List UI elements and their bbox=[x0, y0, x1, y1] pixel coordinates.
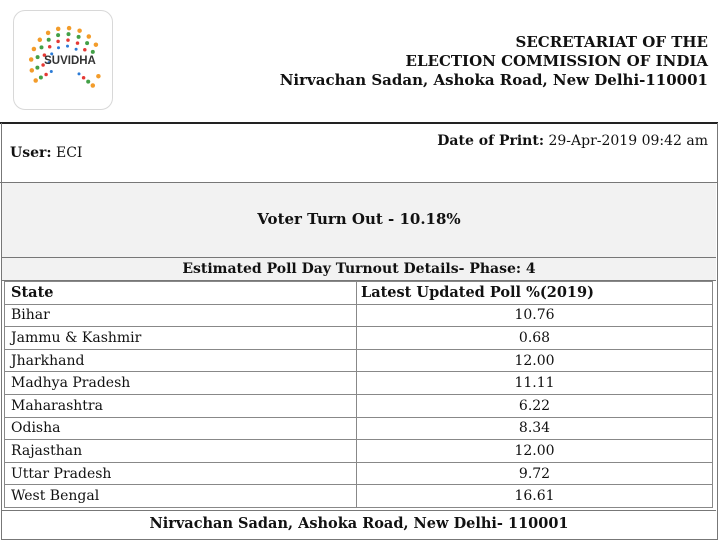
table-row bbox=[5, 440, 713, 463]
logo-dot bbox=[96, 74, 101, 79]
user-value: ECI bbox=[56, 145, 83, 161]
logo-dot bbox=[38, 38, 43, 43]
logo-dot bbox=[48, 45, 52, 49]
logo-dot bbox=[91, 50, 95, 54]
state-cell: Jammu & Kashmir bbox=[5, 327, 357, 350]
logo-dot bbox=[46, 31, 51, 36]
logo-dot bbox=[57, 46, 60, 49]
footer-address: Nirvachan Sadan, Ashoka Road, New Delhi- 110001 bbox=[2, 510, 716, 537]
logo-dot bbox=[77, 28, 82, 33]
logo-dot bbox=[36, 55, 40, 59]
state-cell: Madhya Pradesh bbox=[5, 372, 357, 395]
logo-dot bbox=[29, 57, 34, 62]
logo-dot bbox=[87, 34, 92, 39]
state-cell: Jharkhand bbox=[5, 349, 357, 372]
logo-dot bbox=[78, 72, 81, 75]
user-info bbox=[10, 145, 82, 161]
logo-dot bbox=[67, 26, 72, 31]
voter-turnout: Voter Turn Out - 10.18% bbox=[257, 210, 461, 228]
print-date-label: Date of Print: bbox=[437, 133, 544, 149]
user-label: User: bbox=[10, 145, 52, 161]
logo-dot bbox=[82, 76, 86, 80]
logo-dot bbox=[30, 68, 35, 73]
poll-value-cell: 8.34 bbox=[357, 417, 713, 440]
table-row bbox=[5, 304, 713, 327]
meta-row bbox=[0, 124, 718, 183]
logo-dot bbox=[39, 76, 43, 80]
print-date bbox=[437, 133, 708, 149]
org-address: Nirvachan Sadan, Ashoka Road, New Delhi-110001 bbox=[279, 71, 708, 89]
turnout-table bbox=[4, 281, 713, 508]
logo-text: SUVIDHA bbox=[44, 55, 96, 67]
poll-value-cell: 0.68 bbox=[357, 327, 713, 350]
logo-dot bbox=[77, 35, 81, 39]
logo-dot bbox=[86, 80, 90, 84]
table-row bbox=[5, 327, 713, 350]
suvidha-dotted-arc-icon bbox=[14, 11, 112, 109]
poll-value-cell: 16.61 bbox=[357, 485, 713, 508]
logo-dot bbox=[91, 83, 96, 88]
logo-dot bbox=[44, 73, 48, 77]
logo-dot bbox=[32, 47, 37, 52]
logo-dot bbox=[50, 70, 53, 73]
table-row bbox=[5, 372, 713, 395]
org-line-2: ELECTION COMMISSION OF INDIA bbox=[405, 52, 708, 70]
logo-dot bbox=[85, 41, 89, 45]
poll-value-cell: 11.11 bbox=[357, 372, 713, 395]
logo-dot bbox=[33, 78, 38, 83]
table-row bbox=[5, 349, 713, 372]
print-date-value: 29-Apr-2019 09:42 am bbox=[548, 133, 708, 149]
organisation-block bbox=[280, 33, 708, 90]
poll-value-cell: 6.22 bbox=[357, 394, 713, 417]
org-line-1: SECRETARIAT OF THE bbox=[515, 33, 708, 51]
state-cell: Rajasthan bbox=[5, 440, 357, 463]
logo-dot bbox=[56, 27, 61, 32]
table-row bbox=[5, 394, 713, 417]
logo-dot bbox=[67, 32, 71, 36]
turnout-section bbox=[2, 183, 716, 258]
logo-dot bbox=[75, 48, 78, 51]
state-cell: Maharashtra bbox=[5, 394, 357, 417]
state-cell: Bihar bbox=[5, 304, 357, 327]
suvidha-logo bbox=[13, 10, 113, 110]
poll-value-cell: 10.76 bbox=[357, 304, 713, 327]
state-cell: West Bengal bbox=[5, 485, 357, 508]
table-row bbox=[5, 462, 713, 485]
table-header-row bbox=[5, 282, 713, 305]
table-row bbox=[5, 417, 713, 440]
logo-dot bbox=[66, 45, 69, 48]
logo-dot bbox=[66, 38, 70, 42]
logo-dot bbox=[40, 45, 44, 49]
logo-dot bbox=[35, 66, 39, 70]
state-cell: Uttar Pradesh bbox=[5, 462, 357, 485]
phase-title: Estimated Poll Day Turnout Details- Phase: 4 bbox=[2, 258, 716, 281]
logo-dot bbox=[56, 33, 60, 37]
state-cell: Odisha bbox=[5, 417, 357, 440]
logo-dot bbox=[76, 41, 80, 45]
logo-dot bbox=[83, 48, 87, 52]
logo-dot bbox=[47, 38, 51, 42]
poll-value-cell: 12.00 bbox=[357, 349, 713, 372]
state-column-header: State bbox=[5, 282, 357, 305]
table-row bbox=[5, 485, 713, 508]
poll-value-cell: 9.72 bbox=[357, 462, 713, 485]
poll-value-cell: 12.00 bbox=[357, 440, 713, 463]
poll-column-header: Latest Updated Poll %(2019) bbox=[357, 282, 713, 305]
header bbox=[0, 0, 718, 122]
logo-dot bbox=[94, 42, 99, 47]
logo-dot bbox=[56, 40, 60, 44]
